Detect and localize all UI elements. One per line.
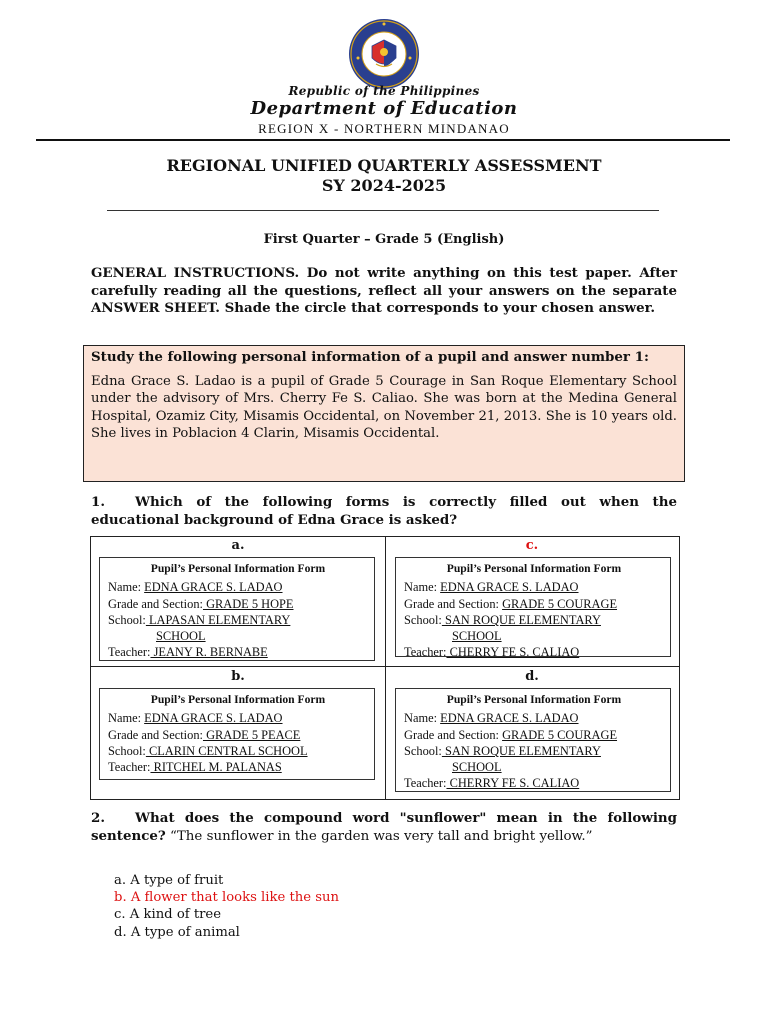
form-card-d[interactable] <box>395 688 671 792</box>
question-number: 1. <box>91 494 105 510</box>
option-letter-d: d. <box>525 669 539 684</box>
choice-c[interactable]: c. A kind of tree <box>114 907 222 923</box>
form-title: Pupil’s Personal Information Form <box>150 562 326 575</box>
grade-row: Grade and Section: GRADE 5 PEACE <box>108 727 301 742</box>
option-letter-a: a. <box>231 538 245 553</box>
study-box <box>83 345 685 482</box>
question-stem: What does the compound word "sunflower" mean in the following sentence? <box>91 810 677 844</box>
school-row-cont: SCHOOL <box>452 760 502 775</box>
form-title: Pupil’s Personal Information Form <box>446 562 622 575</box>
option-letter-b: b. <box>231 669 245 684</box>
teacher-row: Teacher: CHERRY FE S. CALIAO <box>404 776 580 791</box>
question-2 <box>91 810 677 845</box>
general-instructions: GENERAL INSTRUCTIONS. Do not write anything on this test paper. After carefully reading all the questions, reflect all your answers on the separate ANSWER SHEET. Shade the circle that corresponds to your chosen answer. <box>91 265 677 316</box>
option-letter-c: c. <box>525 538 539 553</box>
name-row: Name: EDNA GRACE S. LADAO <box>108 711 283 726</box>
study-heading: Study the following personal information of a pupil and answer number 1: <box>91 349 649 365</box>
header-divider <box>36 139 730 141</box>
form-card-a[interactable] <box>99 557 375 661</box>
republic-heading: Republic of the Philippines <box>288 84 480 98</box>
choice-d[interactable]: d. A type of animal <box>114 924 240 940</box>
form-card-c[interactable] <box>395 557 671 660</box>
grade-row: Grade and Section: GRADE 5 COURAGE <box>404 596 618 611</box>
teacher-row: Teacher: CHERRY FE S. CALIAO <box>404 645 580 660</box>
question-1 <box>91 494 677 529</box>
form-card-b[interactable] <box>99 688 375 780</box>
grade-row: Grade and Section: GRADE 5 HOPE <box>108 596 294 611</box>
region-heading: REGION X - NORTHERN MINDANAO <box>258 121 510 136</box>
choice-a[interactable]: a. A type of fruit <box>114 873 224 888</box>
school-row-cont: SCHOOL <box>156 629 206 644</box>
title-divider <box>107 210 659 211</box>
name-row: Name: EDNA GRACE S. LADAO <box>108 580 283 595</box>
question-number: 2. <box>91 810 105 826</box>
teacher-row: Teacher: JEANY R. BERNABE <box>108 645 268 660</box>
name-row: Name: EDNA GRACE S. LADAO <box>404 580 579 595</box>
options-grid <box>90 536 680 800</box>
question-quote: “The sunflower in the garden was very tall and bright yellow.” <box>165 828 593 844</box>
answer-choices <box>114 872 339 941</box>
quarter-subject: First Quarter – Grade 5 (English) <box>263 232 505 247</box>
choice-b[interactable]: b. A flower that looks like the sun <box>114 890 340 906</box>
form-title: Pupil’s Personal Information Form <box>446 693 622 706</box>
form-title: Pupil’s Personal Information Form <box>150 693 326 706</box>
school-row: School: CLARIN CENTRAL SCHOOL <box>108 743 308 758</box>
study-passage: Edna Grace S. Ladao is a pupil of Grade 5 Courage in San Roque Elementary School under the advisory of Mrs. Cherry Fe S. Caliao. She was born at the Medina General Hospital, Ozamiz City, Misamis Occidental, on November 21, 2013. She is 10 years old. She lives in Poblacion 4 Clarin, Misamis Occidental. <box>91 373 677 441</box>
school-row-cont: SCHOOL <box>452 629 502 644</box>
school-row: School: SAN ROQUE ELEMENTARY <box>404 612 601 627</box>
school-row: School: LAPASAN ELEMENTARY <box>108 612 291 627</box>
deped-seal-icon <box>348 18 420 90</box>
grade-row: Grade and Section: GRADE 5 COURAGE <box>404 727 618 742</box>
question-stem: Which of the following forms is correctly filled out when the educational background of Edna Grace is asked? <box>91 494 677 528</box>
school-year: SY 2024-2025 <box>321 176 447 195</box>
department-heading: Department of Education <box>250 98 518 119</box>
assessment-title: REGIONAL UNIFIED QUARTERLY ASSESSMENT <box>166 156 602 175</box>
name-row: Name: EDNA GRACE S. LADAO <box>404 711 579 726</box>
teacher-row: Teacher: RITCHEL M. PALANAS <box>108 760 282 775</box>
school-row: School: SAN ROQUE ELEMENTARY <box>404 743 601 758</box>
